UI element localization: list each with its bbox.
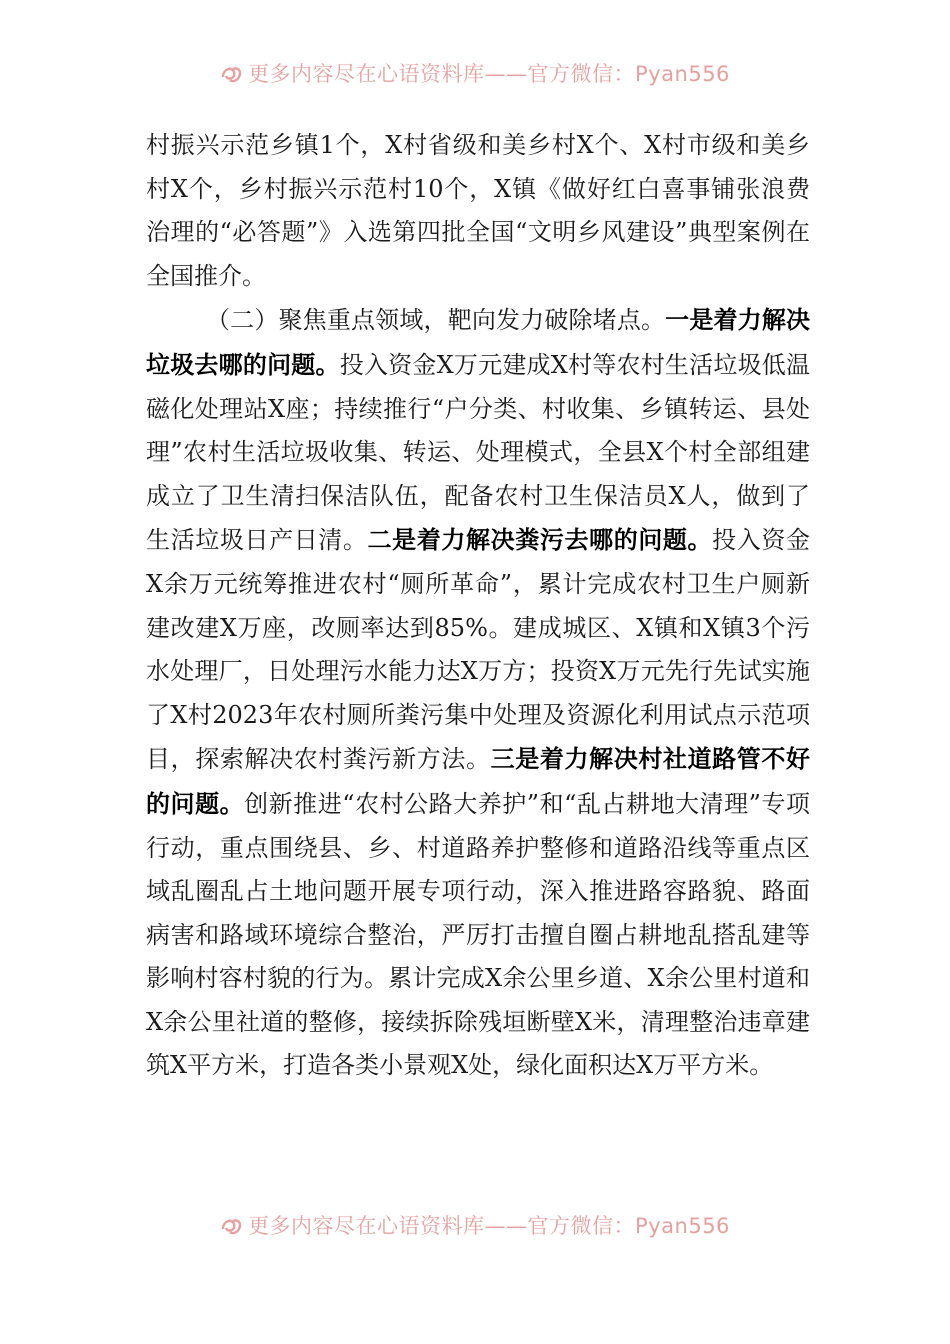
heading-roads: 三是着力解决村社道路管不好的问题。 [146,744,811,818]
document-body [146,124,810,1088]
watermark-bottom-text: 更多内容尽在心语资料库——官方微信：Pyan556 [248,1214,730,1238]
text-roads: 创新推进“农村公路大养护”和“乱占耕地大清理”专项行动，重点围绕县、乡、村道路养护整修和道路沿线等重点区域乱圈乱占土地问题开展专项行动，深入推进路容路貌、路面病害和路域环境综合整治，严厉打击擅自圈占耕地乱搭乱建等影响村容村貌的行为。累计完成X余公里乡道、X余公里村道和X余公里社道的整修，接续拆除残垣断壁X米，清理整治违章建筑X平方米，打造各类小景观X处，绿化面积达X万平方米。 [146,789,811,1080]
text-garbage: 投入资金X万元建成X村等农村生活垃圾低温磁化处理站X座；持续推行“户分类、村收集、乡镇转运、县处理”农村生活垃圾收集、转运、处理模式，全县X个村全部组建成立了卫生清扫保洁队伍，配备农村卫生保洁员X人，做到了生活垃圾日产日清。 [146,350,811,555]
paragraph-continuation [146,124,810,298]
heading-garbage: 一是着力解决垃圾去哪的问题。 [146,305,811,379]
heading-sewage: 二是着力解决粪污去哪的问题。 [367,525,713,555]
paragraph1-text: 村振兴示范乡镇1个，X村省级和美乡村X个、X村市级和美乡村X个，乡村振兴示范村10个，X镇《做好红白喜事铺张浪费治理的“必答题”》入选第四批全国“文明乡风建设”典型案例在全国推介。 [146,131,810,290]
text-sewage: 投入资金X余万元统筹推进农村“厕所革命”，累计完成农村卫生户厕新建改建X万座，改厕率达到85%。建成城区、X镇和X镇3个污水处理厂，日处理污水能力达X万方；投资X万元先行先试实施了X村2023年农村厕所粪污集中处理及资源化利用试点示范项目，探索解决农村粪污新方法。 [146,526,811,774]
paragraph-section-two [146,298,810,1088]
watermark-bottom [0,1210,950,1240]
watermark-top [0,58,950,88]
section-two-intro: （二）聚焦重点领域，靶向发力破除堵点。 [206,306,666,335]
watermark-logo-icon [220,63,244,85]
watermark-top-text: 更多内容尽在心语资料库——官方微信：Pyan556 [248,62,730,86]
watermark-logo-icon [220,1215,244,1237]
